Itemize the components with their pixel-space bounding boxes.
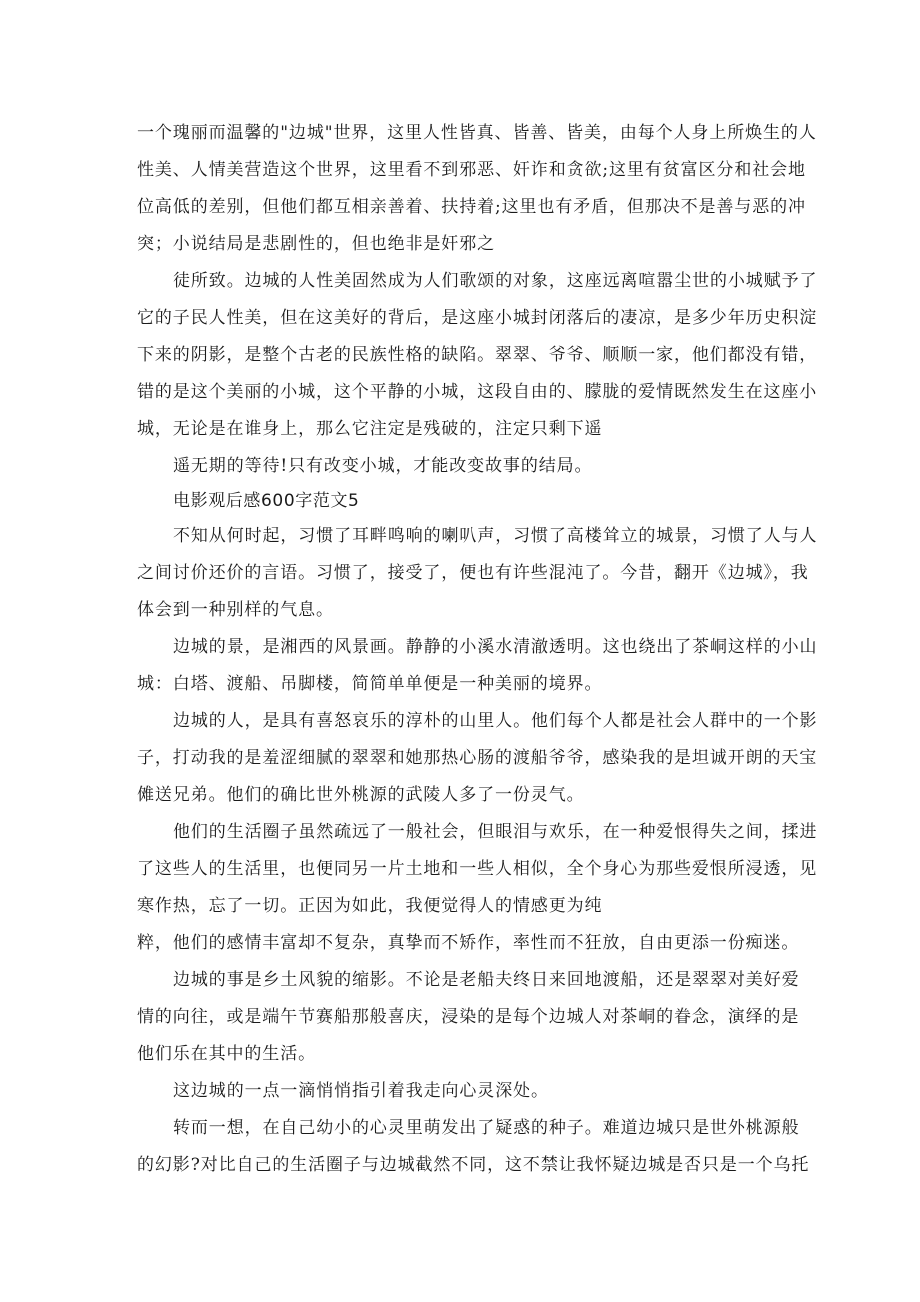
text-line: 下来的阴影，是整个古老的民族性格的缺陷。翠翠、爷爷、顺顺一家，他们都没有错， bbox=[137, 345, 818, 365]
text-line: 遥无期的等待!只有改变小城，才能改变故事的结局。 bbox=[173, 456, 593, 476]
text-line: 不知从何时起，习惯了耳畔鸣响的喇叭声，习惯了高楼耸立的城景，习惯了人与人 bbox=[173, 526, 818, 546]
text-line: 错的是这个美丽的小城，这个平静的小城，这段自由的、朦胧的爱情既然发生在这座小 bbox=[137, 382, 818, 402]
text-line: 子，打动我的是羞涩细腻的翠翠和她那热心肠的渡船爷爷，感染我的是坦诚开朗的天宝 bbox=[137, 748, 818, 768]
text-line: 情的向往，或是端午节赛船那般喜庆，浸染的是每个边城人对茶峒的眷念，演绎的是 bbox=[137, 1007, 800, 1027]
text-line: 体会到一种别样的气息。 bbox=[137, 600, 334, 620]
text-line: 它的子民人性美，但在这美好的背后，是这座小城封闭落后的凄凉，是多少年历史积淀 bbox=[137, 308, 818, 328]
text-line: 性美、人情美营造这个世界，这里看不到邪恶、奸诈和贪欲;这里有贫富区分和社会地 bbox=[137, 160, 806, 180]
text-line: 的幻影?对比自己的生活圈子与边城截然不同，这不禁让我怀疑边城是否只是一个乌托 bbox=[137, 1155, 810, 1175]
text-line: 徒所致。边城的人性美固然成为人们歌颂的对象，这座远离喧嚣尘世的小城赋予了 bbox=[173, 271, 818, 291]
text-line: 粹，他们的感情丰富却不复杂，真挚而不矫作，率性而不狂放，自由更添一份痴迷。 bbox=[137, 933, 800, 953]
text-line: 转而一想，在自己幼小的心灵里萌发出了疑惑的种子。难道边城只是世外桃源般 bbox=[173, 1118, 800, 1138]
text-line: 边城的人，是具有喜怒哀乐的淳朴的山里人。他们每个人都是社会人群中的一个影 bbox=[173, 711, 818, 731]
text-line: 了这些人的生活里，也便同另一片土地和一些人相似，全个身心为那些爱恨所浸透，见 bbox=[137, 859, 818, 879]
text-line: 寒作热，忘了一切。正因为如此，我便觉得人的情感更为纯 bbox=[137, 896, 603, 916]
text-line: 城，无论是在谁身上，那么它注定是残破的，注定只剩下遥 bbox=[137, 419, 603, 439]
text-line: 一个瑰丽而温馨的"边城"世界，这里人性皆真、皆善、皆美，由每个人身上所焕生的人 bbox=[137, 123, 817, 143]
text-line: 他们乐在其中的生活。 bbox=[137, 1044, 316, 1064]
text-line: 突；小说结局是悲剧性的，但也绝非是奸邪之 bbox=[137, 234, 495, 254]
text-line: 城：白塔、渡船、吊脚楼，简简单单便是一种美丽的境界。 bbox=[137, 674, 603, 694]
text-line: 他们的生活圈子虽然疏远了一般社会，但眼泪与欢乐，在一种爱恨得失之间，揉进 bbox=[173, 822, 818, 842]
section-heading: 电影观后感600字范文5 bbox=[173, 491, 360, 511]
text-line: 位高低的差别，但他们都互相亲善着、扶持着;这里也有矛盾，但那决不是善与恶的冲 bbox=[137, 197, 806, 217]
text-line: 傩送兄弟。他们的确比世外桃源的武陵人多了一份灵气。 bbox=[137, 785, 585, 805]
text-line: 这边城的一点一滴悄悄指引着我走向心灵深处。 bbox=[173, 1081, 549, 1101]
text-line: 之间讨价还价的言语。习惯了，接受了，便也有许些混沌了。今昔，翻开《边城》，我 bbox=[137, 563, 809, 583]
text-line: 边城的景，是湘西的风景画。静静的小溪水清澈透明。这也绕出了茶峒这样的小山 bbox=[173, 637, 818, 657]
text-line: 边城的事是乡土风貌的缩影。不论是老船夫终日来回地渡船，还是翠翠对美好爱 bbox=[173, 970, 800, 990]
